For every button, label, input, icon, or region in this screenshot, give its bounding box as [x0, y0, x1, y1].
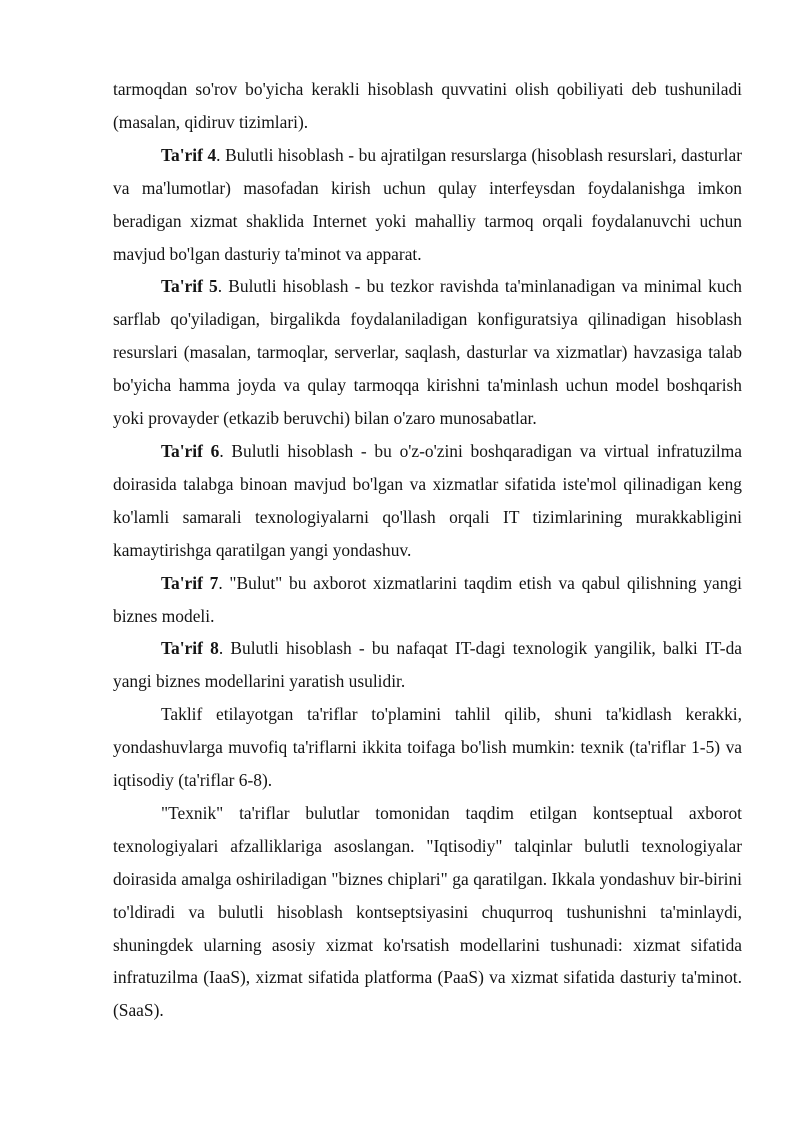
paragraph-continuation — [113, 73, 742, 139]
paragraph-text: . Bulutli hisoblash - bu tezkor ravishda ta'minlanadigan va minimal kuch sarflab qo'yiladigan, birgalikda foydalaniladigan konfiguratsiya qilinadigan hisoblash resurslari (masalan, tarmoqlar, serverlar, saqlash, dasturlar va xizmatlar) havzasiga talab bo'yicha hamma joyda va qulay tarmoqqa kirishni ta'minlash uchun model boshqarish yoki provayder (etkazib beruvchi) bilan o'zaro munosabatlar. — [113, 276, 742, 429]
definition-term: Ta'rif 7 — [161, 572, 219, 593]
paragraph-conclusion — [113, 797, 742, 1027]
paragraph-text: . Bulutli hisoblash - bu o'z-o'zini boshqaradigan va virtual infratuzilma doirasida talabga binoan mavjud bo'lgan va xizmatlar sifatida iste'mol qilinadigan keng ko'lamli samarali texnologiyalarni qo'llash orqali IT tizimlarining murakkabligini kamaytirishga qaratilgan yangi yondashuv. — [113, 440, 742, 560]
paragraph-text: "Texnik" ta'riflar bulutlar tomonidan taqdim etilgan kontseptual axborot texnologiyalari afzalliklariga asoslangan. "Iqtisodiy" talqinlar bulutli texnologiyalar doirasida amalga oshiriladigan "biznes chiplari" ga qaratilgan. Ikkala yondashuv bir-birini to'ldiradi va bulutli hisoblash kontseptsiyasini chuqurroq tushunishni ta'minlaydi, shuningdek ularning asosiy xizmat ko'rsatish modellarini tushunadi: xizmat sifatida infratuzilma (IaaS), xizmat sifatida platforma (PaaS) va xizmat sifatida dasturiy ta'minot. (SaaS). — [113, 802, 742, 1021]
paragraph-definition-5 — [113, 270, 742, 435]
paragraph-text: . Bulutli hisoblash - bu nafaqat IT-dagi texnologik yangilik, balki IT-da yangi biznes modellarini yaratish usulidir. — [113, 638, 742, 692]
paragraph-definition-4 — [113, 139, 742, 271]
paragraph-definition-8 — [113, 632, 742, 698]
paragraph-definition-6 — [113, 435, 742, 567]
definition-term: Ta'rif 4 — [161, 144, 217, 165]
paragraph-text: . "Bulut" bu axborot xizmatlarini taqdim etish va qabul qilishning yangi biznes modeli. — [113, 572, 742, 626]
paragraph-definition-7 — [113, 567, 742, 633]
definition-term: Ta'rif 6 — [161, 440, 220, 461]
paragraph-text: . Bulutli hisoblash - bu ajratilgan resurslarga (hisoblash resurslari, dasturlar va ma'lumotlar) masofadan kirish uchun qulay interfeysdan foydalanishga imkon beradigan xizmat shaklida Internet yoki mahalliy tarmoq orqali foydalanuvchi uchun mavjud bo'lgan dasturiy ta'minot va apparat. — [113, 144, 742, 264]
paragraph-text: tarmoqdan so'rov bo'yicha kerakli hisoblash quvvatini olish qobiliyati deb tushuniladi (masalan, qidiruv tizimlari). — [113, 79, 742, 132]
paragraph-text: Taklif etilayotgan ta'riflar to'plamini tahlil qilib, shuni ta'kidlash kerakki, yondashuvlarga muvofiq ta'riflarni ikkita toifaga bo'lish mumkin: texnik (ta'riflar 1-5) va iqtisodiy (ta'riflar 6-8). — [113, 704, 742, 791]
paragraph-analysis — [113, 698, 742, 797]
definition-term: Ta'rif 5 — [161, 276, 218, 297]
definition-term: Ta'rif 8 — [161, 638, 219, 659]
document-page — [113, 73, 742, 1027]
